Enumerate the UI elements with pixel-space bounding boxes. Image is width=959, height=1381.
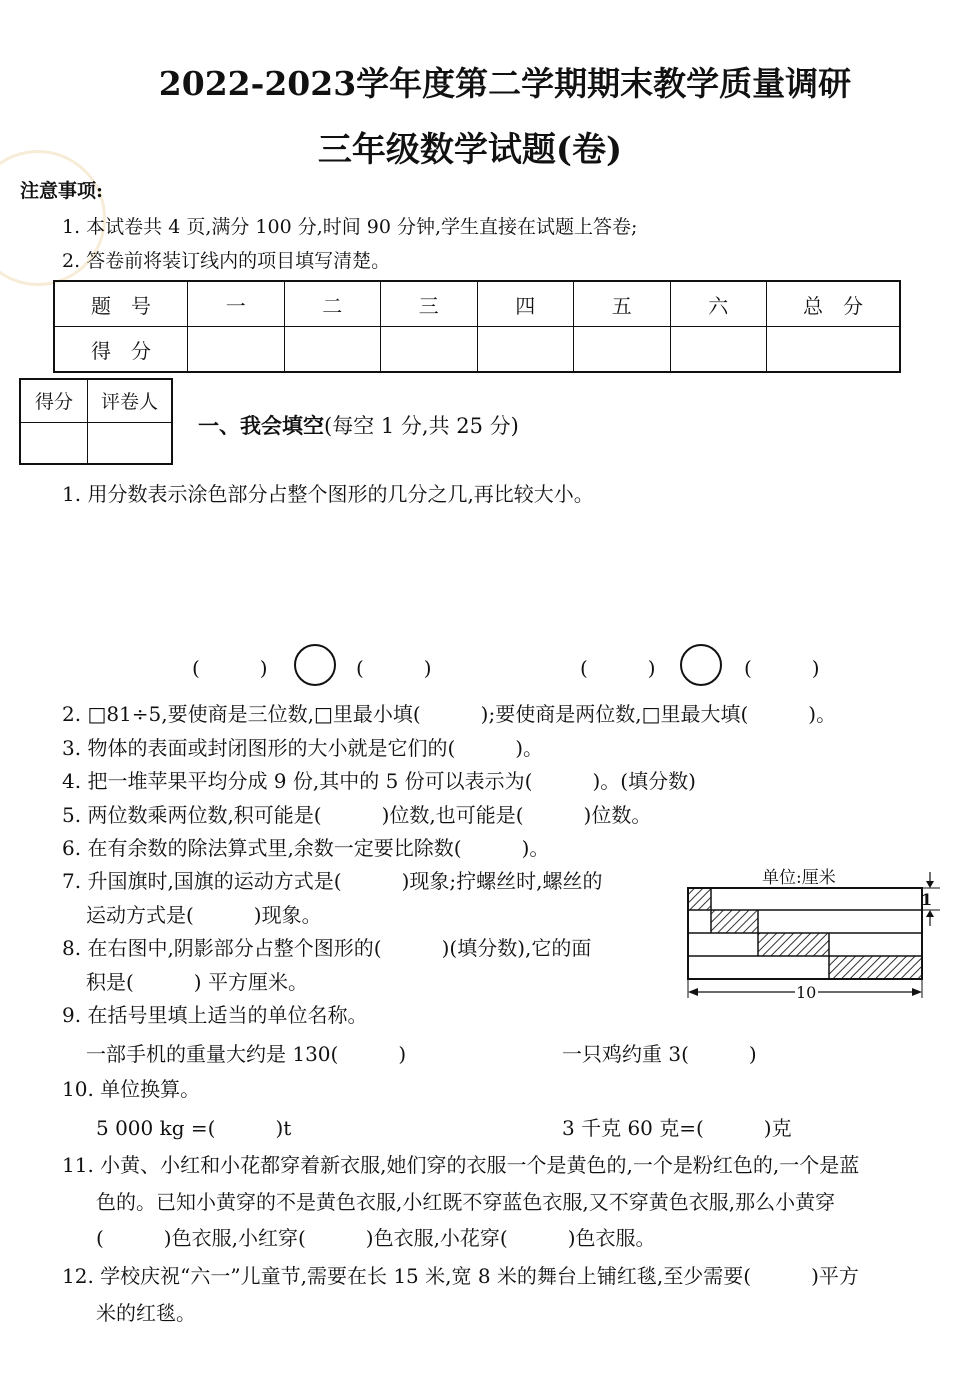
score-header-cell: 题 号 [54, 281, 188, 327]
score-cell[interactable] [670, 327, 767, 373]
exam-subtitle: 三年级数学试题(卷) [317, 130, 623, 170]
question-3: 3. 物体的表面或封闭图形的大小就是它们的( )。 [62, 736, 544, 760]
question-8-cont: 积是( ) 平方厘米。 [86, 970, 308, 994]
score-header-cell: 三 [381, 281, 478, 327]
question-12-cont: 米的红毯。 [96, 1301, 196, 1325]
note-item: 1. 本试卷共 4 页,满分 100 分,时间 90 分钟,学生直接在试题上答卷; [62, 216, 638, 238]
answer-blank[interactable]: ( ) [356, 656, 432, 680]
exam-title: 2022-2023学年度第二学期期末教学质量调研 [158, 64, 852, 103]
score-header-cell: 五 [574, 281, 671, 327]
question-10a: 5 000 kg =( )t [96, 1116, 292, 1140]
score-cell[interactable] [477, 327, 574, 373]
question-1: 1. 用分数表示涂色部分占整个图形的几分之几,再比较大小。 [62, 482, 594, 506]
question-12: 12. 学校庆祝“六一”儿童节,需要在长 15 米,宽 8 米的舞台上铺红毯,至少需要( )平方 [62, 1264, 859, 1288]
answer-blank[interactable]: ( ) [580, 656, 656, 680]
question-10: 10. 单位换算。 [62, 1077, 201, 1101]
score-header-cell: 六 [670, 281, 767, 327]
question-11: 11. 小黄、小红和小花都穿着新衣服,她们穿的衣服一个是黄色的,一个是粉红色的,一个是蓝 [62, 1153, 860, 1177]
question-5: 5. 两位数乘两位数,积可能是( )位数,也可能是( )位数。 [62, 803, 652, 827]
width-label: 10 [796, 983, 817, 1002]
grader-box [19, 378, 173, 465]
question-2: 2. □81÷5,要使商是三位数,□里最小填( );要使商是两位数,□里最大填( )。 [62, 702, 837, 726]
score-cell[interactable] [574, 327, 671, 373]
notes-heading: 注意事项: [20, 180, 104, 202]
score-header-cell: 二 [284, 281, 381, 327]
score-header-cell: 一 [188, 281, 285, 327]
grader-name-cell[interactable] [88, 422, 173, 464]
question-7: 7. 升国旗时,国旗的运动方式是( )现象;拧螺丝时,螺丝的 [62, 869, 603, 893]
question-8: 8. 在右图中,阴影部分占整个图形的( )(填分数),它的面 [62, 936, 592, 960]
question-9b: 一只鸡约重 3( ) [562, 1042, 757, 1066]
note-item: 2. 答卷前将装订线内的项目填写清楚。 [62, 250, 391, 272]
grader-name-label: 评卷人 [88, 379, 173, 422]
question-9a: 一部手机的重量大约是 130( ) [86, 1042, 407, 1066]
compare-circle[interactable] [680, 644, 722, 686]
question-6: 6. 在有余数的除法算式里,余数一定要比除数( )。 [62, 836, 550, 860]
score-header-cell: 四 [477, 281, 574, 327]
score-row-label: 得 分 [54, 327, 188, 373]
score-cell[interactable] [767, 327, 901, 373]
figure-unit-label: 单位:厘米 [762, 868, 836, 888]
score-cell[interactable] [381, 327, 478, 373]
score-header-cell: 总 分 [767, 281, 901, 327]
fraction-figures [0, 505, 959, 635]
score-table [53, 280, 901, 373]
score-cell[interactable] [188, 327, 285, 373]
score-cell[interactable] [284, 327, 381, 373]
height-label: 1 [921, 890, 933, 909]
question-9: 9. 在括号里填上适当的单位名称。 [62, 1003, 368, 1027]
question-11-cont: 色的。已知小黄穿的不是黄色衣服,小红既不穿蓝色衣服,又不穿黄色衣服,那么小黄穿 [96, 1190, 836, 1214]
answer-blank[interactable]: ( ) [192, 656, 268, 680]
grader-score-cell[interactable] [20, 422, 88, 464]
answer-blank[interactable]: ( ) [744, 656, 820, 680]
compare-circle[interactable] [294, 644, 336, 686]
question-10b: 3 千克 60 克=( )克 [562, 1116, 792, 1140]
grader-score-label: 得分 [20, 379, 88, 422]
question-11-cont: ( )色衣服,小红穿( )色衣服,小花穿( )色衣服。 [96, 1226, 656, 1250]
question-4: 4. 把一堆苹果平均分成 9 份,其中的 5 份可以表示为( )。(填分数) [62, 769, 696, 793]
section-title: 一、我会填空(每空 1 分,共 25 分) [198, 413, 519, 438]
question-7-cont: 运动方式是( )现象。 [86, 903, 322, 927]
